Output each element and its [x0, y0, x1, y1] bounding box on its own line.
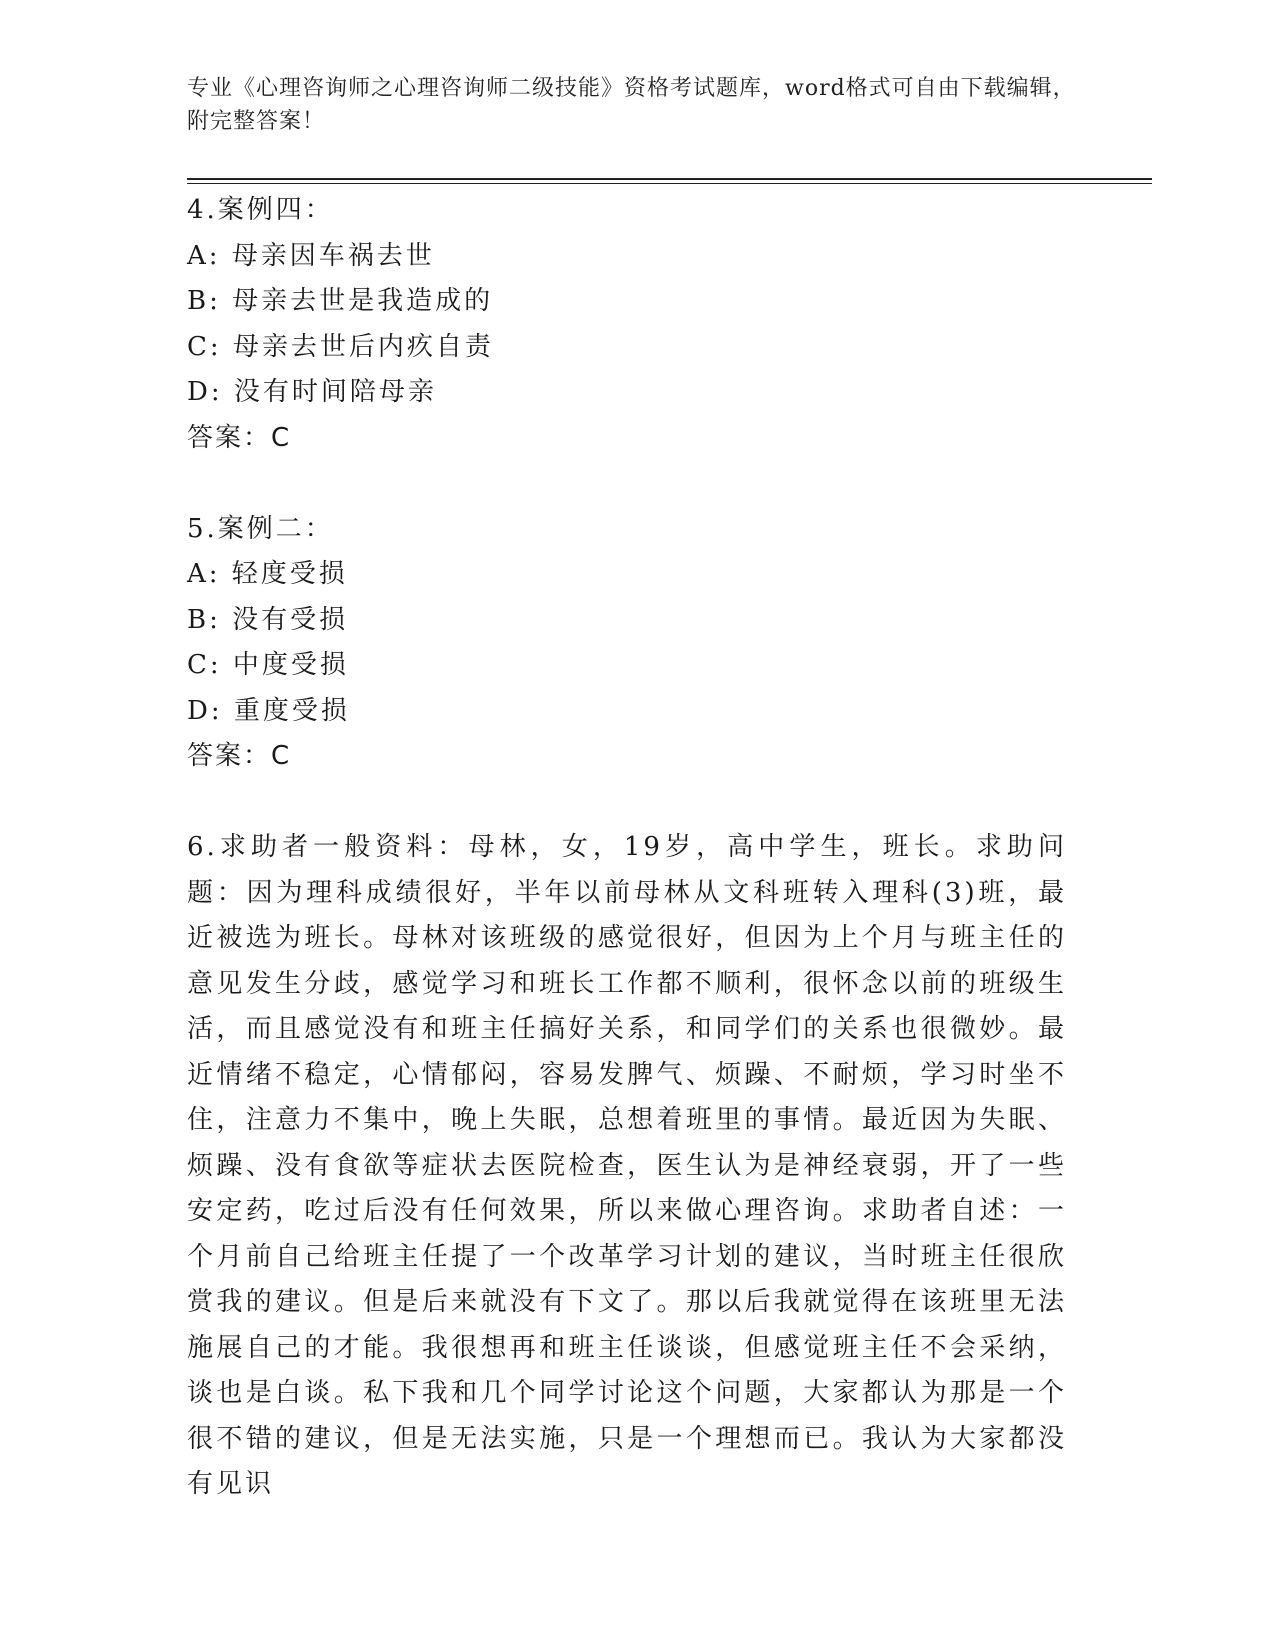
document-body — [187, 188, 1067, 1508]
header-rule-thick — [187, 178, 1152, 180]
question-title: 5.案例二： — [187, 513, 334, 544]
option-b: B: 母亲去世是我造成的 — [187, 286, 494, 316]
option-a: A: 轻度受损 — [187, 559, 348, 589]
option-a: A: 母亲因车祸去世 — [187, 240, 435, 271]
spacer — [187, 780, 1067, 826]
answer-line: 答案：C — [187, 422, 292, 453]
header-rule-thin — [187, 183, 1152, 184]
question-4 — [187, 188, 1067, 461]
answer-line: 答案：C — [187, 741, 292, 771]
option-b: B: 没有受损 — [187, 604, 349, 635]
question-5 — [187, 507, 1067, 780]
question-6 — [187, 825, 1067, 1508]
option-d: D: 没有时间陪母亲 — [187, 377, 437, 407]
option-c: C: 母亲去世后内疚自责 — [187, 331, 494, 362]
document-header: 专业《心理咨询师之心理咨询师二级技能》资格考试题库，word格式可自由下载编辑，附完整答案！ — [187, 76, 1076, 134]
question-title: 4.案例四： — [187, 195, 334, 225]
option-c: C: 中度受损 — [187, 650, 349, 680]
option-d: D: 重度受损 — [187, 695, 350, 726]
case-paragraph: 6.求助者一般资料：母林，女，19岁，高中学生，班长。求助问题：因为理科成绩很好，半年以前母林从文科班转入理科(3)班，最近被选为班长。母林对该班级的感觉很好，但因为上个月与班主任的意见发生分歧，感觉学习和班长工作都不顺利，很怀念以前的班级生活，而且感觉没有和班主任搞好关系，和同学们的关系也很微妙。最近情绪不稳定，心情郁闷，容易发脾气、烦躁、不耐烦，学习时坐不住，注意力不集中，晚上失眠，总想着班里的事情。最近因为失眠、烦躁、没有食欲等症状去医院检查，医生认为是神经衰弱，开了一些安定药，吃过后没有任何效果，所以来做心理咨询。求助者自述：一个月前自己给班主任提了一个改革学习计划的建议，当时班主任很欣赏我的建议。但是后来就没有下文了。那以后我就觉得在该班里无法施展自己的才能。我很想再和班主任谈谈，但感觉班主任不会采纳，谈也是白谈。私下我和几个同学讨论这个问题，大家都认为那是一个很不错的建议，但是无法实施，只是一个理想而已。我认为大家都没有见识 — [187, 832, 1067, 1499]
spacer — [187, 461, 1067, 507]
